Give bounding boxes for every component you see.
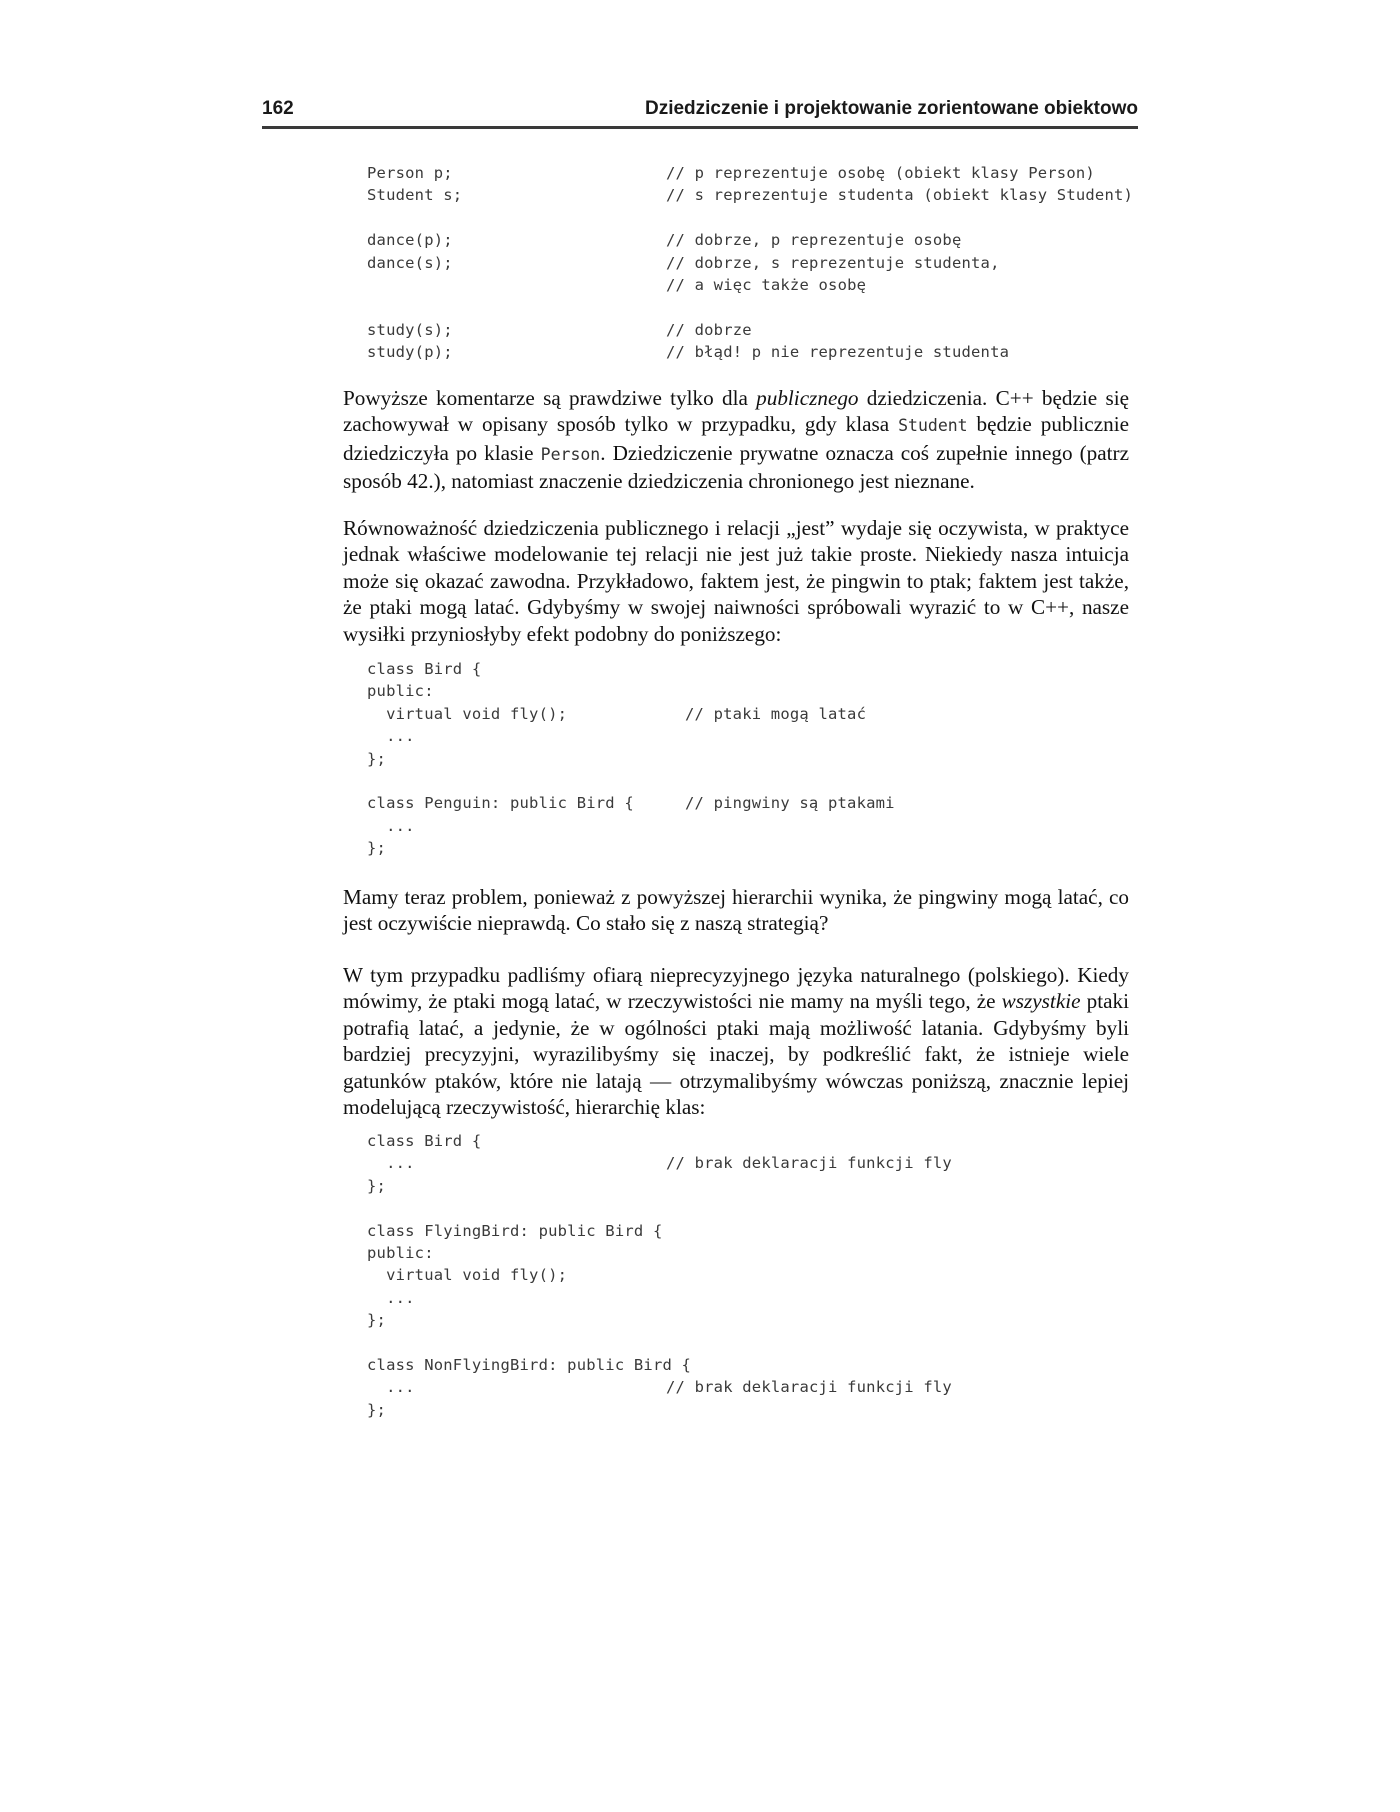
code-text: virtual void fly();	[367, 704, 568, 723]
code-text: ...	[367, 1378, 415, 1397]
para1-text-3: będzie publicznie dziedziczyła po klasie	[343, 412, 1129, 465]
page-number: 162	[262, 98, 294, 119]
inline-code-student: Student	[898, 416, 968, 436]
code-text: public:	[367, 1243, 434, 1262]
para1-text-4: . Dziedziczenie prywatne oznacza coś zupełnie innego (patrz sposób 42.), natomiast znaczenie dziedziczenia chronionego jest nieznane.	[343, 440, 1129, 494]
para3-text: Mamy teraz problem, ponieważ z powyższej hierarchii wynika, że pingwiny mogą latać, co jest oczywiście nieprawdą. Co stało się z naszą strategią?	[343, 885, 1129, 936]
code-text: class Penguin: public Bird {	[367, 794, 634, 813]
code-comment: // brak deklaracji funkcji fly	[666, 1154, 952, 1173]
para1-text-2: dziedziczenia. C++ będzie się zachowywał w opisany sposób tylko w przypadku, gdy klasa	[343, 386, 1129, 437]
para1-text-1: Powyższe komentarze są prawdziwe tylko dla	[343, 386, 757, 410]
code-comment: // ptaki mogą latać	[685, 704, 867, 723]
code-text: };	[367, 839, 387, 858]
code-comment: // pingwiny są ptakami	[685, 794, 895, 813]
code-text: dance(p);	[367, 231, 453, 250]
code-comment: // brak deklaracji funkcji fly	[666, 1378, 952, 1397]
paragraph-natural-language	[343, 962, 1129, 1120]
code-comment: // a więc także osobę	[666, 275, 867, 294]
code-comment: // dobrze, s reprezentuje studenta,	[666, 253, 1000, 272]
code-text: public:	[367, 682, 434, 701]
code-text: };	[367, 1311, 387, 1330]
code-text: virtual void fly();	[367, 1266, 568, 1285]
code-text: ...	[367, 1154, 415, 1173]
code-text: ...	[367, 1288, 415, 1307]
code-text: };	[367, 1400, 387, 1419]
page-header	[262, 96, 1138, 129]
running-title: Dziedziczenie i projektowanie zorientowane obiektowo	[644, 98, 1138, 119]
code-text: };	[367, 749, 387, 768]
paragraph-problem	[343, 884, 1129, 937]
code-text: ...	[367, 816, 415, 835]
code-text: };	[367, 1176, 387, 1195]
code-comment: // p reprezentuje osobę (obiekt klasy Person)	[666, 164, 1095, 182]
code-comment: // dobrze, p reprezentuje osobę	[666, 231, 962, 250]
paragraph-is-a-relation	[343, 515, 1129, 647]
code-text: class Bird {	[367, 660, 482, 678]
paragraph-public-inheritance	[343, 385, 1129, 495]
para4-text-1: W tym przypadku padliśmy ofiarą nieprecyzyjnego języka naturalnego (polskiego). Kiedy mówimy, że ptaki mogą latać, w rzeczywistości nie mamy na myśli tego, że	[343, 963, 1129, 1014]
inline-code-person: Person	[540, 444, 601, 464]
para1-emphasis: publicznego	[756, 386, 859, 410]
code-text: Person p;	[367, 164, 453, 182]
code-text: Student s;	[367, 186, 463, 205]
para2-text: Równoważność dziedziczenia publicznego i relacji „jest” wydaje się oczywista, w praktyce jednak właściwe modelowanie tej relacji nie jest już takie proste. Niekiedy nasza intuicja może się okazać zawodna. Przykładowo, faktem jest, że pingwin to ptak; faktem jest także, że ptaki mogą latać. Gdybyśmy w swojej naiwności spróbowali wyrazić to w C++, nasze wysiłki przyniosłyby efekt podobny do poniższego:	[343, 516, 1129, 646]
code-comment: // błąd! p nie reprezentuje studenta	[666, 343, 1010, 362]
code-comment: // s reprezentuje studenta (obiekt klasy Student)	[666, 186, 1134, 205]
para4-emphasis: wszystkie	[1001, 989, 1081, 1014]
code-text: study(p);	[367, 343, 453, 362]
code-text: study(s);	[367, 320, 453, 339]
para4-text-2: ptaki potrafią latać, a jedynie, że w ogólności ptaki mają możliwość latania. Gdybyśmy byli bardziej precyzyjni, wyrazilibyśmy się inaczej, by podkreślić fakt, że istnieje wiele gatunków ptaków, które nie latają — otrzymalibyśmy wówczas poniższą, znacznie lepiej modelującą rzeczywistość, hierarchię klas:	[343, 989, 1129, 1120]
code-text: class FlyingBird: public Bird {	[367, 1221, 663, 1240]
code-comment: // dobrze	[666, 320, 752, 339]
code-text: class NonFlyingBird: public Bird {	[367, 1355, 692, 1374]
code-text: class Bird {	[367, 1132, 482, 1150]
code-text: ...	[367, 727, 415, 746]
code-text: dance(s);	[367, 253, 453, 272]
